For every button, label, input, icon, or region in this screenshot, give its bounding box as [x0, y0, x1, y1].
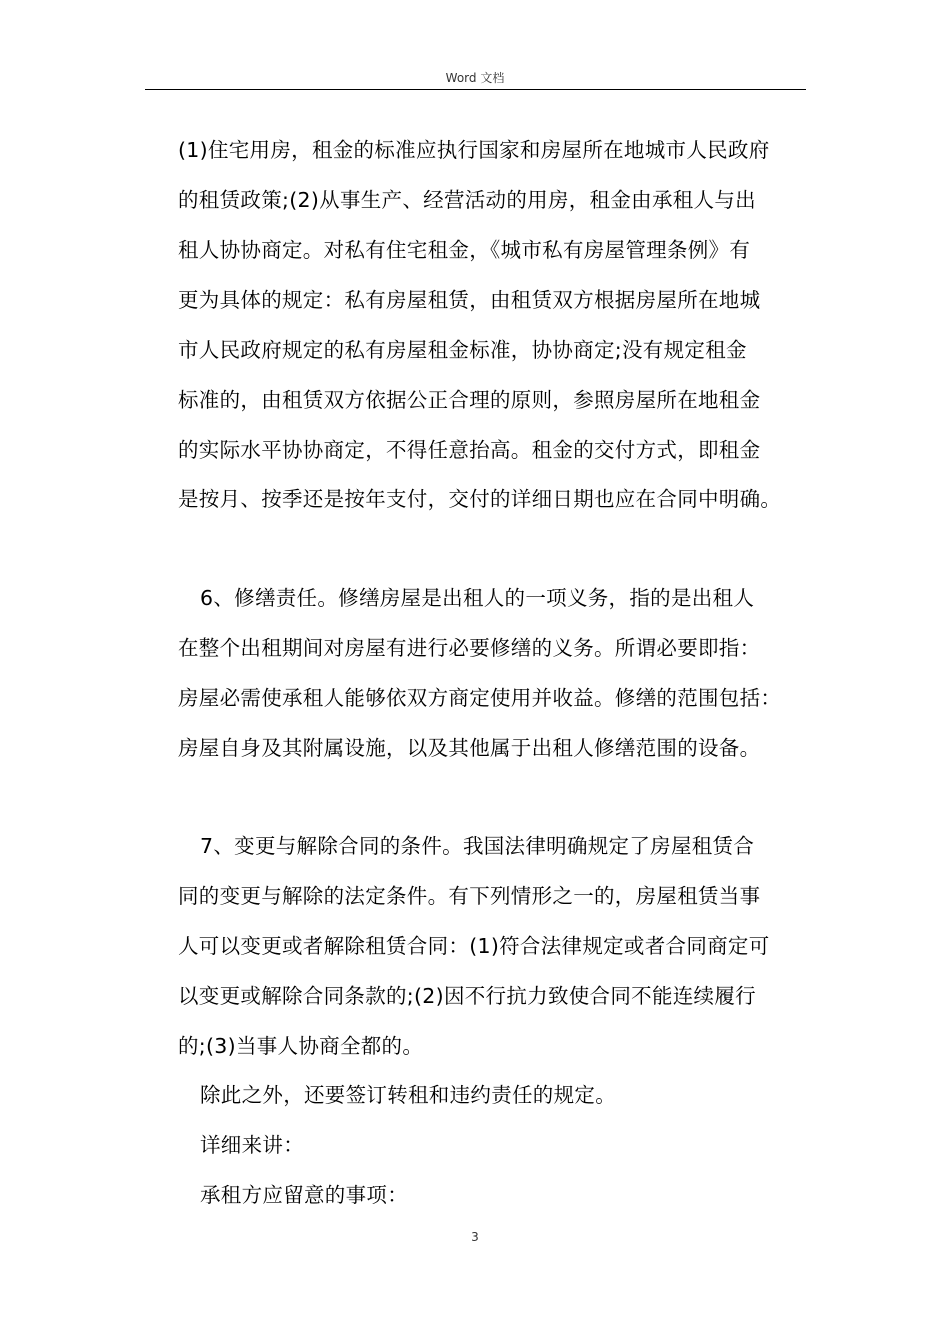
body-line: 详细来讲： — [200, 1133, 304, 1157]
body-line: 租人协协商定。对私有住宅租金，《城市私有房屋管理条例》有 — [178, 238, 751, 262]
body-line: 以变更或解除合同条款的;(2)因不行抗力致使合同不能连续履行 — [178, 984, 756, 1008]
body-line: 6、修缮责任。修缮房屋是出租人的一项义务，指的是出租人 — [200, 586, 755, 610]
body-line: 人可以变更或者解除租赁合同：(1)符合法律规定或者合同商定可 — [178, 934, 770, 958]
body-line: 标准的，由租赁双方依据公正合理的原则，参照房屋所在地租金 — [178, 388, 761, 412]
body-line: 更为具体的规定：私有房屋租赁，由租赁双方根据房屋所在地城 — [178, 288, 761, 312]
body-line: 7、变更与解除合同的条件。我国法律明确规定了房屋租赁合 — [200, 834, 755, 858]
body-line: 房屋必需使承租人能够依双方商定使用并收益。修缮的范围包括： — [178, 686, 782, 710]
body-line: 的;(3)当事人协商全都的。 — [178, 1034, 424, 1058]
page-number: 3 — [471, 1230, 479, 1244]
body-line: (1)住宅用房，租金的标准应执行国家和房屋所在地城市人民政府 — [178, 138, 770, 162]
body-line: 的实际水平协协商定，不得任意抬高。租金的交付方式，即租金 — [178, 438, 761, 462]
body-line: 的租赁政策;(2)从事生产、经营活动的用房，租金由承租人与出 — [178, 188, 756, 212]
body-line: 同的变更与解除的法定条件。有下列情形之一的，房屋租赁当事 — [178, 884, 761, 908]
body-line: 除此之外，还要签订转租和违约责任的规定。 — [200, 1083, 616, 1107]
body-line: 房屋自身及其附属设施，以及其他属于出租人修缮范围的设备。 — [178, 736, 761, 760]
body-line: 在整个出租期间对房屋有进行必要修缮的义务。所谓必要即指： — [178, 636, 761, 660]
body-line: 承租方应留意的事项： — [200, 1183, 408, 1207]
header-divider — [145, 89, 806, 90]
body-line: 市人民政府规定的私有房屋租金标准，协协商定;没有规定租金 — [178, 338, 747, 362]
page-header-title: Word 文档 — [445, 71, 505, 85]
body-line: 是按月、按季还是按年支付，交付的详细日期也应在合同中明确。 — [178, 487, 782, 511]
